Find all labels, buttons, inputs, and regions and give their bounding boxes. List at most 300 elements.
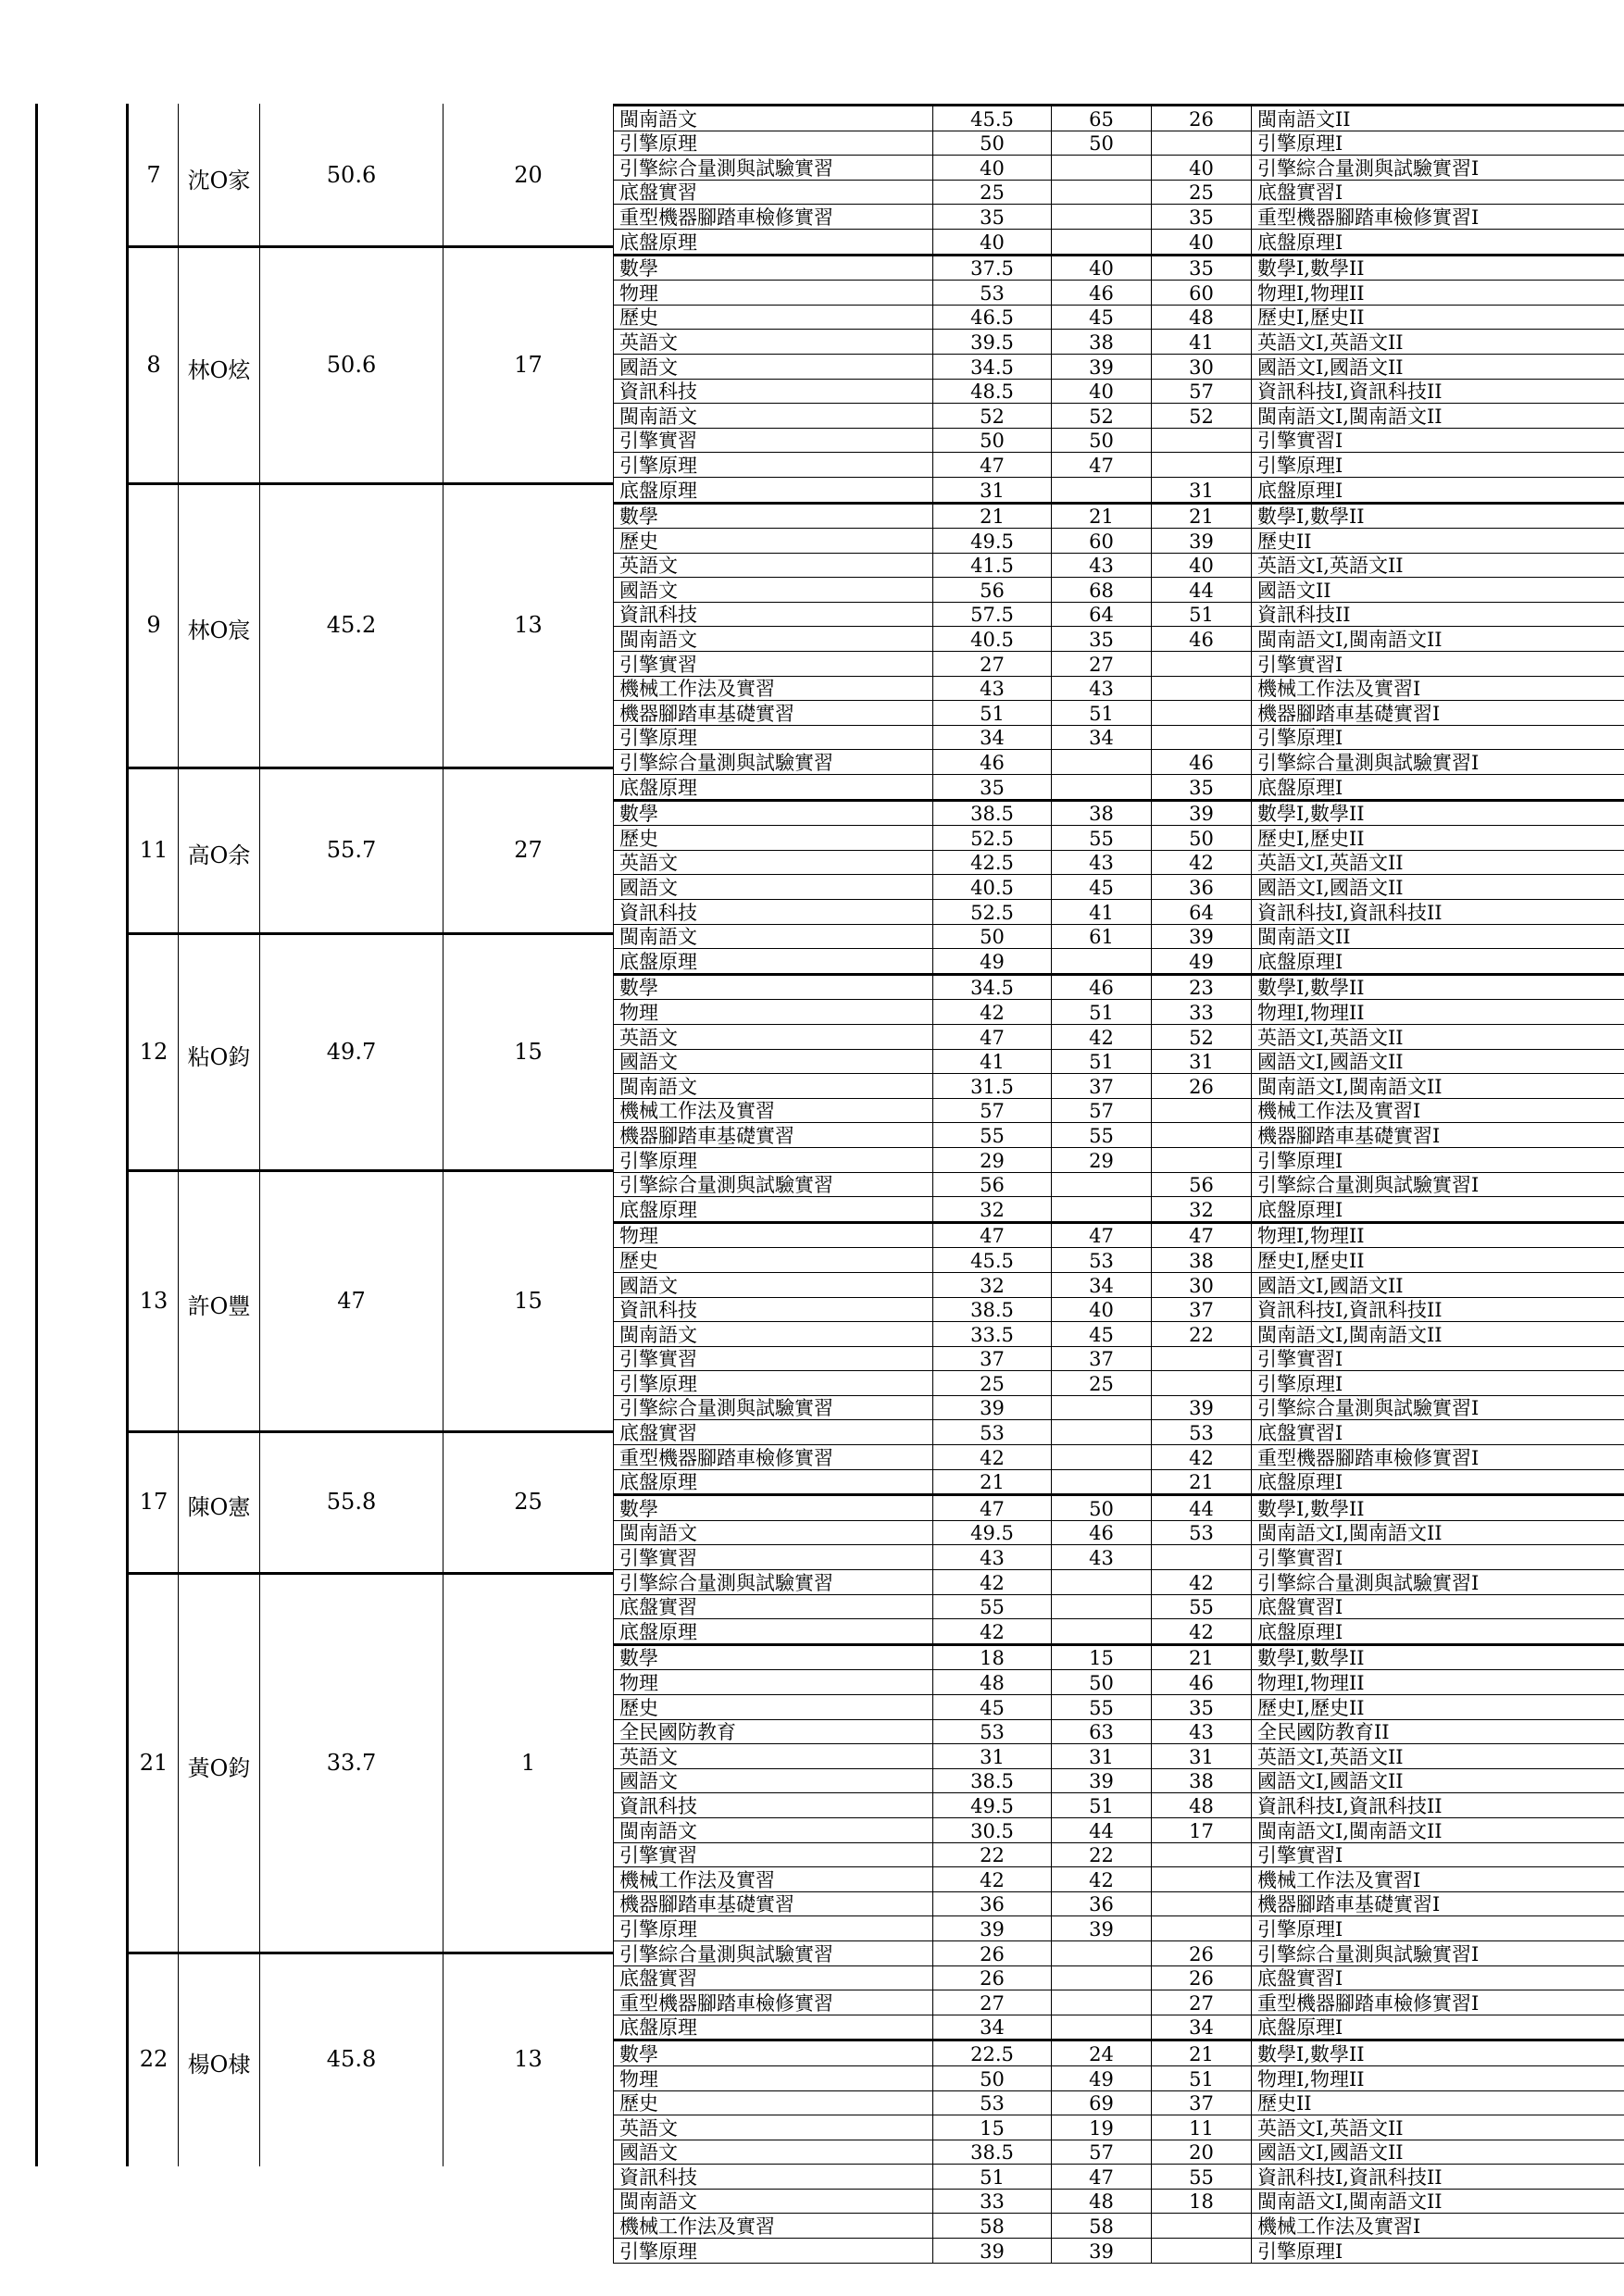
subject-score: 41.5 [933, 553, 1052, 578]
table-row [614, 180, 1624, 205]
table-row [614, 627, 1624, 652]
semester2-score: 20 [1152, 2140, 1252, 2165]
semester1-score [1052, 1395, 1152, 1420]
subject-name: 閩南語文 [614, 627, 933, 652]
subject-score: 25 [933, 1371, 1052, 1396]
subject-score: 47 [933, 1222, 1052, 1248]
semester1-score: 63 [1052, 1719, 1152, 1744]
seat-number: 9 [146, 612, 161, 639]
course-list: 國語文I,國語文II [1252, 1049, 1624, 1074]
subject-score: 32 [933, 1272, 1052, 1297]
seat-number: 21 [139, 1750, 169, 1776]
subject-score: 53 [933, 1420, 1052, 1445]
semester1-score: 34 [1052, 725, 1152, 750]
subject-name: 英語文 [614, 1744, 933, 1769]
table-row [614, 229, 1624, 255]
semester2-score [1152, 1916, 1252, 1941]
subject-name: 數學 [614, 1495, 933, 1521]
table-row [614, 2040, 1624, 2066]
table-row [614, 676, 1624, 701]
semester2-score [1152, 1346, 1252, 1371]
subject-score: 47 [933, 453, 1052, 478]
semester2-score: 26 [1152, 1940, 1252, 1965]
semester2-score: 46 [1152, 1670, 1252, 1695]
table-row [614, 428, 1624, 453]
course-list: 底盤實習I [1252, 1420, 1624, 1445]
group-separator [126, 932, 613, 935]
subject-name: 引擎實習 [614, 1346, 933, 1371]
course-list: 底盤原理I [1252, 1469, 1624, 1495]
course-list: 英語文I,英語文II [1252, 850, 1624, 875]
subject-score: 57 [933, 1098, 1052, 1123]
semester2-score [1152, 701, 1252, 726]
subject-score: 35 [933, 205, 1052, 230]
semester1-score: 42 [1052, 1024, 1152, 1049]
course-list: 資訊科技I,資訊科技II [1252, 1297, 1624, 1322]
semester2-score [1152, 725, 1252, 750]
course-list: 物理I,物理II [1252, 1222, 1624, 1248]
left-border-line [35, 104, 38, 2166]
table-row [614, 1395, 1624, 1420]
credit-count: 20 [514, 161, 543, 188]
semester1-score: 51 [1052, 1793, 1152, 1818]
table-row [614, 477, 1624, 503]
average-score: 45.2 [326, 612, 377, 639]
course-list: 引擎原理I [1252, 725, 1624, 750]
semester2-score: 46 [1152, 750, 1252, 775]
semester1-score: 57 [1052, 2140, 1152, 2165]
subject-score: 58 [933, 2214, 1052, 2239]
semester1-score: 34 [1052, 1272, 1152, 1297]
subject-score: 48.5 [933, 379, 1052, 404]
subject-name: 國語文 [614, 1768, 933, 1793]
course-list: 底盤原理I [1252, 775, 1624, 801]
subject-name: 閩南語文 [614, 1520, 933, 1545]
semester2-score: 55 [1152, 2165, 1252, 2190]
subject-name: 歷史 [614, 1248, 933, 1273]
semester2-score: 37 [1152, 2090, 1252, 2115]
table-row [614, 1123, 1624, 1148]
average-score: 33.7 [326, 1750, 377, 1776]
semester2-score: 32 [1152, 1197, 1252, 1223]
semester1-score: 43 [1052, 850, 1152, 875]
group-separator [126, 767, 613, 769]
subject-score: 31 [933, 1744, 1052, 1769]
table-row [614, 281, 1624, 306]
table-row [614, 924, 1624, 949]
course-list: 資訊科技I,資訊科技II [1252, 1793, 1624, 1818]
subject-name: 引擎實習 [614, 1842, 933, 1867]
course-list: 閩南語文I,閩南語文II [1252, 404, 1624, 429]
subject-score: 37.5 [933, 255, 1052, 281]
table-row [614, 529, 1624, 554]
semester1-score [1052, 1172, 1152, 1197]
semester2-score: 40 [1152, 229, 1252, 255]
semester2-score: 31 [1152, 1049, 1252, 1074]
semester1-score [1052, 156, 1152, 181]
semester2-score: 30 [1152, 1272, 1252, 1297]
course-list: 資訊科技I,資訊科技II [1252, 900, 1624, 925]
semester2-score: 52 [1152, 1024, 1252, 1049]
course-list: 機械工作法及實習I [1252, 2214, 1624, 2239]
table-row [614, 1098, 1624, 1123]
subject-score: 30.5 [933, 1817, 1052, 1842]
subject-score: 53 [933, 1719, 1052, 1744]
subject-name: 歷史 [614, 1695, 933, 1720]
table-row [614, 2065, 1624, 2090]
subject-score: 55 [933, 1594, 1052, 1619]
semester1-score: 40 [1052, 255, 1152, 281]
course-list: 閩南語文I,閩南語文II [1252, 1817, 1624, 1842]
student-name: 楊O棣 [187, 2052, 251, 2078]
course-list: 物理I,物理II [1252, 2065, 1624, 2090]
subject-name: 機器腳踏車基礎實習 [614, 701, 933, 726]
table-row [614, 1793, 1624, 1818]
table-row [614, 750, 1624, 775]
course-list: 閩南語文I,閩南語文II [1252, 2189, 1624, 2214]
subject-name: 引擎原理 [614, 453, 933, 478]
semester2-score: 31 [1152, 477, 1252, 503]
semester1-score: 40 [1052, 379, 1152, 404]
semester1-score: 21 [1052, 503, 1152, 529]
semester2-score [1152, 2239, 1252, 2264]
table-row [614, 1346, 1624, 1371]
semester1-score: 43 [1052, 1545, 1152, 1570]
semester1-score: 38 [1052, 330, 1152, 355]
course-list: 國語文I,國語文II [1252, 1768, 1624, 1793]
subject-score: 39 [933, 1395, 1052, 1420]
subject-name: 底盤原理 [614, 477, 933, 503]
semester2-score: 56 [1152, 1172, 1252, 1197]
semester1-score: 47 [1052, 1222, 1152, 1248]
subject-name: 引擎原理 [614, 1916, 933, 1941]
subject-name: 底盤原理 [614, 775, 933, 801]
subject-name: 英語文 [614, 553, 933, 578]
subject-score: 50 [933, 428, 1052, 453]
subject-score: 38.5 [933, 800, 1052, 826]
semester1-score: 55 [1052, 1695, 1152, 1720]
subject-score: 27 [933, 1990, 1052, 2015]
semester2-score: 26 [1152, 1074, 1252, 1099]
semester2-score: 33 [1152, 1000, 1252, 1025]
subject-name: 機械工作法及實習 [614, 1098, 933, 1123]
course-list: 物理I,物理II [1252, 1670, 1624, 1695]
semester1-score: 36 [1052, 1891, 1152, 1916]
subject-score: 42.5 [933, 850, 1052, 875]
semester2-score: 51 [1152, 602, 1252, 627]
subject-score: 39 [933, 1916, 1052, 1941]
seat-number: 17 [139, 1489, 169, 1516]
table-row [614, 850, 1624, 875]
course-list: 資訊科技I,資訊科技II [1252, 2165, 1624, 2190]
semester2-score: 23 [1152, 974, 1252, 1000]
semester2-score: 48 [1152, 1793, 1252, 1818]
subject-name: 英語文 [614, 2115, 933, 2140]
semester1-score: 52 [1052, 404, 1152, 429]
semester2-score: 17 [1152, 1817, 1252, 1842]
subject-name: 機器腳踏車基礎實習 [614, 1123, 933, 1148]
course-list: 引擎原理I [1252, 1371, 1624, 1396]
course-list: 英語文I,英語文II [1252, 553, 1624, 578]
semester1-score: 45 [1052, 875, 1152, 900]
semester1-score: 35 [1052, 627, 1152, 652]
semester2-score: 35 [1152, 1695, 1252, 1720]
subject-score: 50 [933, 2065, 1052, 2090]
column-line [259, 104, 260, 2166]
group-separator [126, 482, 613, 485]
subject-name: 底盤原理 [614, 2015, 933, 2040]
semester1-score: 69 [1052, 2090, 1152, 2115]
course-list: 引擎綜合量測與試驗實習I [1252, 1172, 1624, 1197]
semester1-score [1052, 1469, 1152, 1495]
semester2-score [1152, 1545, 1252, 1570]
semester1-score: 53 [1052, 1248, 1152, 1273]
semester2-score: 34 [1152, 2015, 1252, 2040]
table-row [614, 1867, 1624, 1892]
course-list: 英語文I,英語文II [1252, 330, 1624, 355]
table-row [614, 2090, 1624, 2115]
semester1-score [1052, 949, 1152, 975]
semester1-score: 51 [1052, 1049, 1152, 1074]
subject-score: 43 [933, 676, 1052, 701]
subject-score: 51 [933, 2165, 1052, 2190]
semester2-score: 52 [1152, 404, 1252, 429]
table-row [614, 1172, 1624, 1197]
student-name: 黃O鈞 [187, 1755, 251, 1781]
semester2-score [1152, 1123, 1252, 1148]
course-list: 歷史I,歷史II [1252, 826, 1624, 851]
table-row [614, 1719, 1624, 1744]
semester1-score: 60 [1052, 529, 1152, 554]
course-list: 物理I,物理II [1252, 281, 1624, 306]
semester1-score [1052, 1445, 1152, 1470]
semester1-score: 29 [1052, 1147, 1152, 1172]
subject-score: 42 [933, 1445, 1052, 1470]
course-list: 底盤實習I [1252, 180, 1624, 205]
semester2-score: 38 [1152, 1768, 1252, 1793]
table-row [614, 826, 1624, 851]
subject-score: 49 [933, 949, 1052, 975]
group-separator [126, 1952, 613, 1954]
course-list: 底盤實習I [1252, 1594, 1624, 1619]
seat-number: 13 [139, 1287, 169, 1314]
course-list: 數學I,數學II [1252, 503, 1624, 529]
semester1-score: 43 [1052, 553, 1152, 578]
course-list: 引擎綜合量測與試驗實習I [1252, 1570, 1624, 1595]
semester1-score [1052, 1940, 1152, 1965]
subject-score: 21 [933, 1469, 1052, 1495]
table-row [614, 1297, 1624, 1322]
subject-name: 物理 [614, 1670, 933, 1695]
subject-score: 39 [933, 2239, 1052, 2264]
subject-score: 47 [933, 1495, 1052, 1521]
seat-number: 7 [146, 161, 161, 188]
subject-name: 引擎綜合量測與試驗實習 [614, 1940, 933, 1965]
semester2-score: 38 [1152, 1248, 1252, 1273]
table-row [614, 1024, 1624, 1049]
semester2-score: 35 [1152, 255, 1252, 281]
average-score: 50.6 [326, 351, 377, 378]
subject-name: 機械工作法及實習 [614, 2214, 933, 2239]
credit-count: 13 [514, 2046, 543, 2072]
course-list: 引擎實習I [1252, 1346, 1624, 1371]
table-row [614, 652, 1624, 677]
course-list: 閩南語文II [1252, 106, 1624, 131]
semester1-score [1052, 1570, 1152, 1595]
subject-score: 18 [933, 1644, 1052, 1670]
credit-count: 17 [514, 351, 543, 378]
semester2-score: 22 [1152, 1322, 1252, 1347]
credit-count: 1 [520, 1750, 536, 1776]
semester1-score: 22 [1052, 1842, 1152, 1867]
course-list: 閩南語文I,閩南語文II [1252, 627, 1624, 652]
semester2-score: 41 [1152, 330, 1252, 355]
semester1-score [1052, 750, 1152, 775]
semester1-score: 50 [1052, 428, 1152, 453]
credit-count: 27 [514, 837, 543, 864]
average-score: 50.6 [326, 161, 377, 188]
table-row [614, 354, 1624, 379]
subject-name: 國語文 [614, 875, 933, 900]
semester2-score: 42 [1152, 850, 1252, 875]
table-row [614, 701, 1624, 726]
course-list: 英語文I,英語文II [1252, 1024, 1624, 1049]
subject-score: 34.5 [933, 354, 1052, 379]
semester1-score: 45 [1052, 305, 1152, 330]
subject-name: 數學 [614, 255, 933, 281]
student-name: 林O炫 [187, 356, 251, 383]
subject-name: 底盤原理 [614, 949, 933, 975]
subject-name: 重型機器腳踏車檢修實習 [614, 205, 933, 230]
subject-name: 引擎原理 [614, 131, 933, 156]
subject-name: 國語文 [614, 354, 933, 379]
semester2-score: 53 [1152, 1520, 1252, 1545]
semester2-score: 21 [1152, 2040, 1252, 2066]
subject-score: 42 [933, 1867, 1052, 1892]
subject-score: 22.5 [933, 2040, 1052, 2066]
semester1-score: 57 [1052, 1098, 1152, 1123]
table-row [614, 1222, 1624, 1248]
table-row [614, 1570, 1624, 1595]
semester1-score [1052, 2015, 1152, 2040]
course-list: 引擎綜合量測與試驗實習I [1252, 750, 1624, 775]
subject-score: 37 [933, 1346, 1052, 1371]
course-list: 引擎原理I [1252, 2239, 1624, 2264]
semester1-score [1052, 1420, 1152, 1445]
semester1-score: 65 [1052, 106, 1152, 131]
course-list: 引擎綜合量測與試驗實習I [1252, 1940, 1624, 1965]
subject-name: 底盤實習 [614, 1594, 933, 1619]
average-score: 49.7 [326, 1039, 377, 1065]
subject-score: 26 [933, 1940, 1052, 1965]
semester2-score: 30 [1152, 354, 1252, 379]
subject-score: 56 [933, 578, 1052, 603]
semester1-score [1052, 1619, 1152, 1645]
subject-name: 物理 [614, 1222, 933, 1248]
semester1-score: 39 [1052, 354, 1152, 379]
table-row [614, 131, 1624, 156]
semester2-score: 21 [1152, 503, 1252, 529]
course-list: 重型機器腳踏車檢修實習I [1252, 1990, 1624, 2015]
table-row [614, 800, 1624, 826]
semester1-score: 50 [1052, 1495, 1152, 1521]
course-list: 機械工作法及實習I [1252, 1867, 1624, 1892]
subject-name: 物理 [614, 281, 933, 306]
course-list: 英語文I,英語文II [1252, 2115, 1624, 2140]
semester1-score: 47 [1052, 453, 1152, 478]
table-row [614, 1445, 1624, 1470]
semester2-score [1152, 1842, 1252, 1867]
subject-score: 31.5 [933, 1074, 1052, 1099]
semester2-score: 26 [1152, 106, 1252, 131]
subject-name: 物理 [614, 1000, 933, 1025]
student-name: 高O余 [187, 842, 251, 869]
semester1-score: 44 [1052, 1817, 1152, 1842]
semester2-score: 40 [1152, 156, 1252, 181]
course-list: 物理I,物理II [1252, 1000, 1624, 1025]
table-row [614, 2015, 1624, 2040]
course-list: 底盤原理I [1252, 949, 1624, 975]
semester1-score [1052, 477, 1152, 503]
course-list: 機器腳踏車基礎實習I [1252, 1891, 1624, 1916]
subject-score: 32 [933, 1197, 1052, 1223]
course-list: 重型機器腳踏車檢修實習I [1252, 205, 1624, 230]
table-row [614, 2140, 1624, 2165]
course-list: 歷史II [1252, 529, 1624, 554]
subject-name: 閩南語文 [614, 2189, 933, 2214]
subject-name: 引擎原理 [614, 2239, 933, 2264]
course-list: 閩南語文II [1252, 924, 1624, 949]
student-name: 粘O鈞 [187, 1044, 251, 1070]
table-row [614, 1147, 1624, 1172]
group-separator [126, 245, 613, 248]
table-row [614, 1049, 1624, 1074]
table-row [614, 1371, 1624, 1396]
course-list: 底盤原理I [1252, 477, 1624, 503]
course-list: 底盤原理I [1252, 229, 1624, 255]
course-list: 數學I,數學II [1252, 2040, 1624, 2066]
column-line [178, 104, 179, 2166]
subject-name: 引擎綜合量測與試驗實習 [614, 750, 933, 775]
average-score: 55.7 [326, 837, 377, 864]
semester1-score [1052, 180, 1152, 205]
subject-name: 閩南語文 [614, 106, 933, 131]
course-list: 引擎綜合量測與試驗實習I [1252, 156, 1624, 181]
semester1-score: 46 [1052, 1520, 1152, 1545]
subject-score: 39.5 [933, 330, 1052, 355]
semester2-score: 37 [1152, 1297, 1252, 1322]
course-list: 數學I,數學II [1252, 800, 1624, 826]
table-row [614, 1842, 1624, 1867]
subject-name: 數學 [614, 1644, 933, 1670]
subject-name: 底盤原理 [614, 229, 933, 255]
table-row [614, 875, 1624, 900]
subject-score: 15 [933, 2115, 1052, 2140]
table-row [614, 775, 1624, 801]
subject-score: 25 [933, 180, 1052, 205]
semester2-score: 39 [1152, 1395, 1252, 1420]
subject-name: 歷史 [614, 305, 933, 330]
semester2-score: 39 [1152, 800, 1252, 826]
subject-name: 機器腳踏車基礎實習 [614, 1891, 933, 1916]
semester2-score: 43 [1152, 1719, 1252, 1744]
semester1-score [1052, 1990, 1152, 2015]
semester2-score: 21 [1152, 1644, 1252, 1670]
semester2-score: 27 [1152, 1990, 1252, 2015]
subject-score: 34 [933, 725, 1052, 750]
subject-score: 40 [933, 156, 1052, 181]
subject-name: 國語文 [614, 1272, 933, 1297]
